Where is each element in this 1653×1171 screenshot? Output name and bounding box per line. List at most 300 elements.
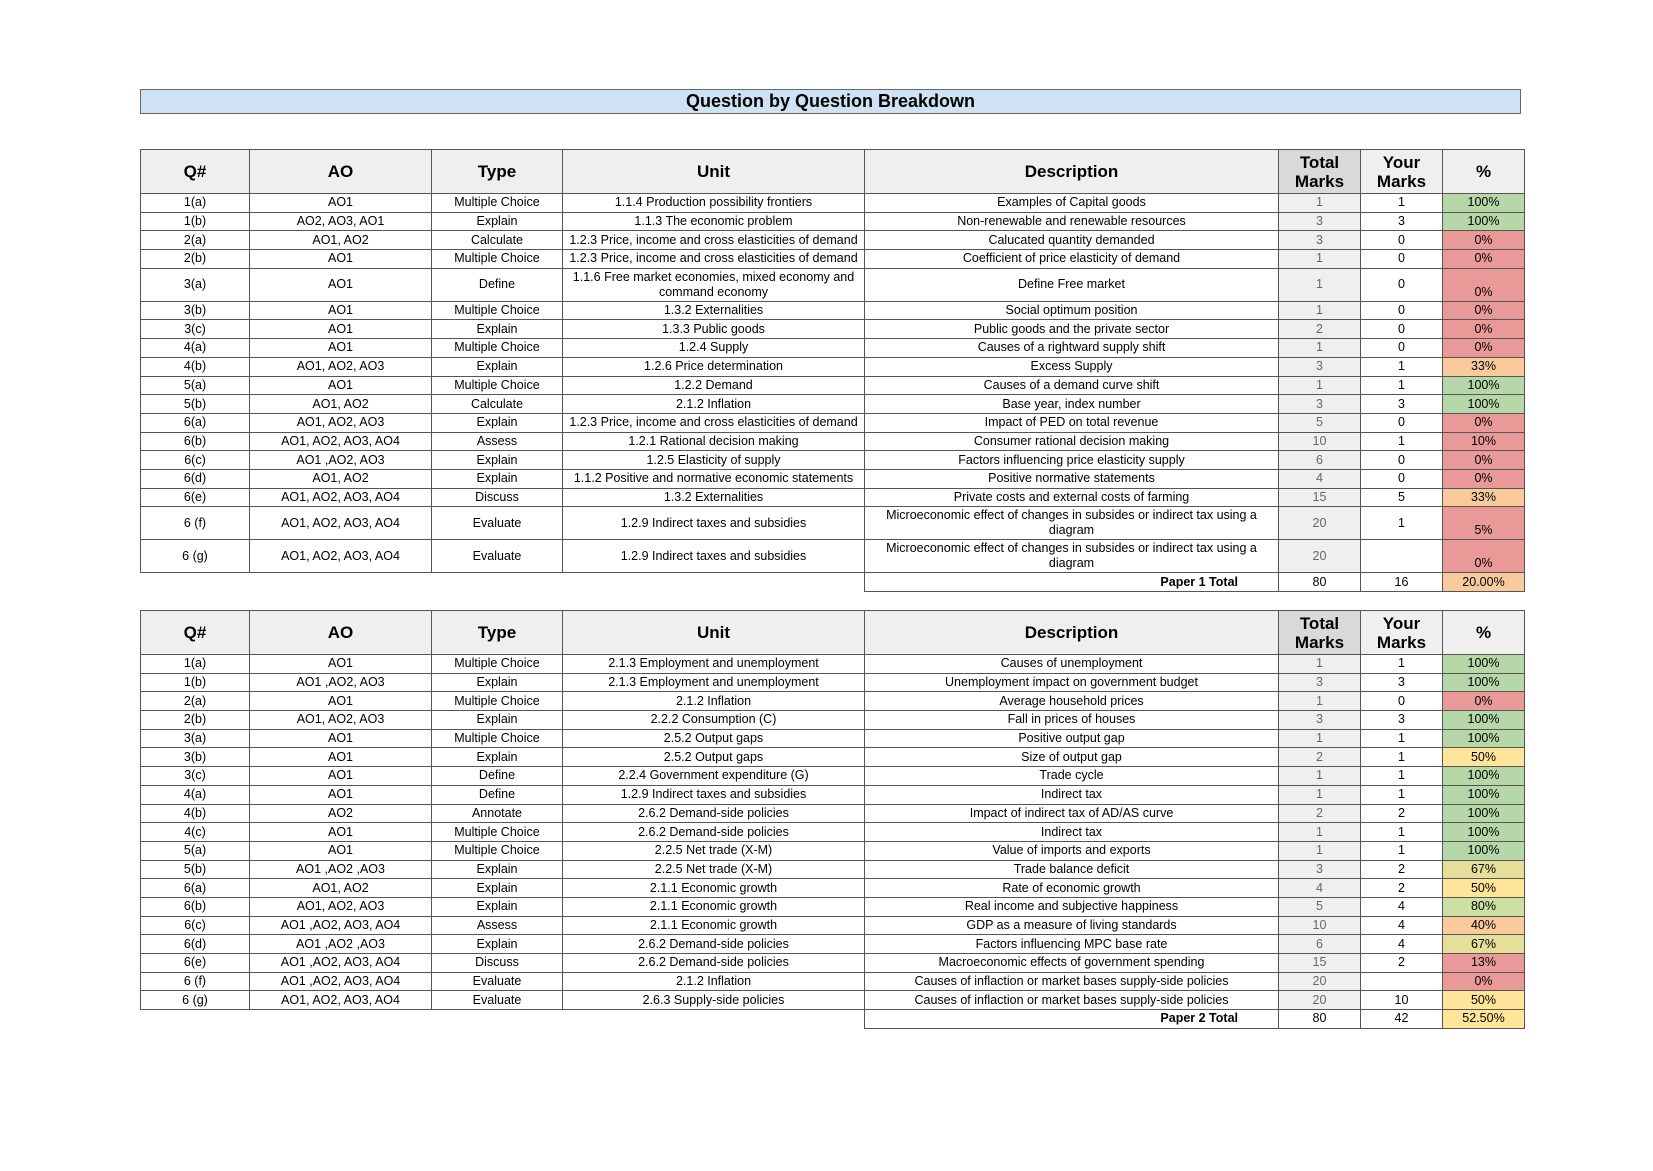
your-marks-cell: 0: [1361, 339, 1443, 358]
ao-cell: AO1, AO2: [250, 395, 432, 414]
unit-cell: 2.2.4 Government expenditure (G): [563, 767, 865, 786]
unit-cell: 1.2.9 Indirect taxes and subsidies: [563, 540, 865, 573]
type-cell: Define: [432, 767, 563, 786]
paper-total-marks: 80: [1279, 1010, 1361, 1029]
description-cell: Private costs and external costs of farming: [865, 488, 1279, 507]
description-cell: Trade balance deficit: [865, 860, 1279, 879]
ao-cell: AO1: [250, 823, 432, 842]
total-marks-cell: 4: [1279, 469, 1361, 488]
column-header: Q#: [141, 150, 250, 194]
total-marks-cell: 6: [1279, 935, 1361, 954]
percent-cell: 0%: [1443, 469, 1525, 488]
q-cell: 2(b): [141, 711, 250, 730]
total-marks-cell: 1: [1279, 339, 1361, 358]
q-cell: 5(a): [141, 376, 250, 395]
type-cell: Assess: [432, 432, 563, 451]
ao-cell: AO1: [250, 692, 432, 711]
unit-cell: 1.1.4 Production possibility frontiers: [563, 194, 865, 213]
type-cell: Multiple Choice: [432, 729, 563, 748]
q-cell: 2(a): [141, 692, 250, 711]
paper-percent: 52.50%: [1443, 1010, 1525, 1029]
table-row: [141, 451, 1525, 470]
ao-cell: AO1, AO2, AO3: [250, 897, 432, 916]
description-cell: Indirect tax: [865, 785, 1279, 804]
q-cell: 3(a): [141, 268, 250, 301]
table-row: [141, 879, 1525, 898]
table-row: [141, 692, 1525, 711]
q-cell: 6(a): [141, 413, 250, 432]
your-marks-cell: 10: [1361, 991, 1443, 1010]
type-cell: Evaluate: [432, 507, 563, 540]
q-cell: 6(e): [141, 954, 250, 973]
type-cell: Explain: [432, 879, 563, 898]
column-header: Q#: [141, 611, 250, 655]
footer-spacer: [141, 573, 865, 592]
description-cell: Rate of economic growth: [865, 879, 1279, 898]
q-cell: 4(a): [141, 785, 250, 804]
description-cell: Microeconomic effect of changes in subsides or indirect tax using a diagram: [865, 507, 1279, 540]
description-cell: Define Free market: [865, 268, 1279, 301]
total-marks-cell: 20: [1279, 991, 1361, 1010]
ao-cell: AO1, AO2: [250, 879, 432, 898]
total-marks-cell: 1: [1279, 729, 1361, 748]
paper-total-marks: 80: [1279, 573, 1361, 592]
unit-cell: 1.1.3 The economic problem: [563, 212, 865, 231]
unit-cell: 1.2.3 Price, income and cross elasticities of demand: [563, 231, 865, 250]
your-marks-cell: 3: [1361, 673, 1443, 692]
unit-cell: 2.1.1 Economic growth: [563, 897, 865, 916]
total-marks-cell: 5: [1279, 413, 1361, 432]
ao-cell: AO1: [250, 785, 432, 804]
your-marks-cell: 0: [1361, 413, 1443, 432]
your-marks-cell: 2: [1361, 860, 1443, 879]
description-cell: Causes of unemployment: [865, 655, 1279, 674]
description-cell: Microeconomic effect of changes in subsides or indirect tax using a diagram: [865, 540, 1279, 573]
type-cell: Explain: [432, 711, 563, 730]
your-marks-cell: 0: [1361, 469, 1443, 488]
ao-cell: AO1, AO2, AO3, AO4: [250, 991, 432, 1010]
percent-cell: 0%: [1443, 413, 1525, 432]
your-marks-cell: 4: [1361, 916, 1443, 935]
column-header: Unit: [563, 150, 865, 194]
ao-cell: AO1: [250, 250, 432, 269]
description-cell: Impact of indirect tax of AD/AS curve: [865, 804, 1279, 823]
table-row: [141, 376, 1525, 395]
ao-cell: AO1, AO2, AO3: [250, 711, 432, 730]
description-cell: Macroeconomic effects of government spending: [865, 954, 1279, 973]
header-row: [141, 611, 1525, 655]
unit-cell: 2.1.3 Employment and unemployment: [563, 655, 865, 674]
description-cell: Size of output gap: [865, 748, 1279, 767]
percent-cell: 0%: [1443, 231, 1525, 250]
description-cell: Coefficient of price elasticity of demand: [865, 250, 1279, 269]
your-marks-cell: 2: [1361, 804, 1443, 823]
q-cell: 6(b): [141, 432, 250, 451]
table-row: [141, 250, 1525, 269]
footer-row: [141, 573, 1525, 592]
your-marks-cell: 3: [1361, 711, 1443, 730]
q-cell: 5(a): [141, 841, 250, 860]
total-marks-cell: 2: [1279, 748, 1361, 767]
table-row: [141, 897, 1525, 916]
q-cell: 6 (g): [141, 991, 250, 1010]
q-cell: 1(a): [141, 655, 250, 674]
percent-cell: 100%: [1443, 655, 1525, 674]
description-cell: Trade cycle: [865, 767, 1279, 786]
description-cell: Factors influencing price elasticity supply: [865, 451, 1279, 470]
total-marks-cell: 20: [1279, 972, 1361, 991]
unit-cell: 1.1.2 Positive and normative economic statements: [563, 469, 865, 488]
table-row: [141, 507, 1525, 540]
table-row: [141, 488, 1525, 507]
table-row: [141, 357, 1525, 376]
type-cell: Evaluate: [432, 991, 563, 1010]
type-cell: Multiple Choice: [432, 301, 563, 320]
total-marks-cell: 10: [1279, 432, 1361, 451]
your-marks-cell: 0: [1361, 320, 1443, 339]
description-cell: Causes of a rightward supply shift: [865, 339, 1279, 358]
ao-cell: AO1, AO2, AO3, AO4: [250, 488, 432, 507]
type-cell: Calculate: [432, 395, 563, 414]
total-marks-cell: 1: [1279, 301, 1361, 320]
ao-cell: AO1: [250, 268, 432, 301]
q-cell: 6(d): [141, 469, 250, 488]
your-marks-cell: 1: [1361, 357, 1443, 376]
ao-cell: AO1: [250, 301, 432, 320]
total-marks-cell: 2: [1279, 804, 1361, 823]
description-cell: Impact of PED on total revenue: [865, 413, 1279, 432]
total-marks-cell: 2: [1279, 320, 1361, 339]
description-cell: Causes of a demand curve shift: [865, 376, 1279, 395]
description-cell: Unemployment impact on government budget: [865, 673, 1279, 692]
ao-cell: AO1, AO2, AO3, AO4: [250, 432, 432, 451]
unit-cell: 2.6.2 Demand-side policies: [563, 954, 865, 973]
your-marks-cell: 1: [1361, 194, 1443, 213]
q-cell: 5(b): [141, 860, 250, 879]
ao-cell: AO1: [250, 376, 432, 395]
q-cell: 6(e): [141, 488, 250, 507]
column-header: %: [1443, 611, 1525, 655]
table-row: [141, 767, 1525, 786]
q-cell: 3(c): [141, 320, 250, 339]
your-marks-cell: 0: [1361, 301, 1443, 320]
column-header: Total Marks: [1279, 611, 1361, 655]
percent-cell: 100%: [1443, 823, 1525, 842]
description-cell: Causes of inflaction or market bases supply-side policies: [865, 991, 1279, 1010]
type-cell: Multiple Choice: [432, 841, 563, 860]
description-cell: GDP as a measure of living standards: [865, 916, 1279, 935]
unit-cell: 2.2.5 Net trade (X-M): [563, 841, 865, 860]
description-cell: Consumer rational decision making: [865, 432, 1279, 451]
q-cell: 4(c): [141, 823, 250, 842]
q-cell: 6 (f): [141, 507, 250, 540]
type-cell: Explain: [432, 860, 563, 879]
percent-cell: 0%: [1443, 540, 1525, 573]
q-cell: 6(b): [141, 897, 250, 916]
q-cell: 6(c): [141, 451, 250, 470]
description-cell: Non-renewable and renewable resources: [865, 212, 1279, 231]
table-row: [141, 804, 1525, 823]
percent-cell: 13%: [1443, 954, 1525, 973]
ao-cell: AO2, AO3, AO1: [250, 212, 432, 231]
percent-cell: 100%: [1443, 673, 1525, 692]
table-row: [141, 301, 1525, 320]
description-cell: Social optimum position: [865, 301, 1279, 320]
unit-cell: 2.1.1 Economic growth: [563, 916, 865, 935]
ao-cell: AO1, AO2, AO3, AO4: [250, 507, 432, 540]
type-cell: Multiple Choice: [432, 194, 563, 213]
unit-cell: 1.3.2 Externalities: [563, 488, 865, 507]
paper-your-marks: 16: [1361, 573, 1443, 592]
total-marks-cell: 3: [1279, 231, 1361, 250]
your-marks-cell: 2: [1361, 954, 1443, 973]
percent-cell: 100%: [1443, 785, 1525, 804]
percent-cell: 10%: [1443, 432, 1525, 451]
q-cell: 1(b): [141, 212, 250, 231]
percent-cell: 33%: [1443, 488, 1525, 507]
ao-cell: AO1 ,AO2 ,AO3: [250, 935, 432, 954]
type-cell: Annotate: [432, 804, 563, 823]
percent-cell: 0%: [1443, 268, 1525, 301]
description-cell: Public goods and the private sector: [865, 320, 1279, 339]
table-row: [141, 268, 1525, 301]
unit-cell: 2.1.2 Inflation: [563, 395, 865, 414]
ao-cell: AO1 ,AO2, AO3, AO4: [250, 972, 432, 991]
q-cell: 1(a): [141, 194, 250, 213]
type-cell: Define: [432, 785, 563, 804]
total-marks-cell: 15: [1279, 954, 1361, 973]
paper-percent: 20.00%: [1443, 573, 1525, 592]
description-cell: Calucated quantity demanded: [865, 231, 1279, 250]
your-marks-cell: [1361, 972, 1443, 991]
type-cell: Multiple Choice: [432, 655, 563, 674]
your-marks-cell: [1361, 540, 1443, 573]
total-marks-cell: 3: [1279, 357, 1361, 376]
description-cell: Base year, index number: [865, 395, 1279, 414]
your-marks-cell: 1: [1361, 655, 1443, 674]
your-marks-cell: 5: [1361, 488, 1443, 507]
your-marks-cell: 4: [1361, 935, 1443, 954]
table-row: [141, 413, 1525, 432]
description-cell: Causes of inflaction or market bases supply-side policies: [865, 972, 1279, 991]
unit-cell: 1.2.6 Price determination: [563, 357, 865, 376]
table-row: [141, 231, 1525, 250]
percent-cell: 0%: [1443, 692, 1525, 711]
column-header: Description: [865, 611, 1279, 655]
table-row: [141, 212, 1525, 231]
unit-cell: 2.1.2 Inflation: [563, 692, 865, 711]
type-cell: Explain: [432, 673, 563, 692]
type-cell: Explain: [432, 357, 563, 376]
your-marks-cell: 0: [1361, 268, 1443, 301]
q-cell: 3(c): [141, 767, 250, 786]
unit-cell: 1.2.2 Demand: [563, 376, 865, 395]
ao-cell: AO1: [250, 339, 432, 358]
percent-cell: 50%: [1443, 991, 1525, 1010]
percent-cell: 100%: [1443, 395, 1525, 414]
your-marks-cell: 1: [1361, 767, 1443, 786]
ao-cell: AO1: [250, 841, 432, 860]
total-marks-cell: 1: [1279, 268, 1361, 301]
description-cell: Positive normative statements: [865, 469, 1279, 488]
unit-cell: 1.3.3 Public goods: [563, 320, 865, 339]
table-row: [141, 469, 1525, 488]
percent-cell: 80%: [1443, 897, 1525, 916]
ao-cell: AO1, AO2, AO3, AO4: [250, 540, 432, 573]
unit-cell: 2.1.2 Inflation: [563, 972, 865, 991]
type-cell: Evaluate: [432, 540, 563, 573]
your-marks-cell: 0: [1361, 231, 1443, 250]
ao-cell: AO1: [250, 748, 432, 767]
unit-cell: 2.2.2 Consumption (C): [563, 711, 865, 730]
unit-cell: 2.6.2 Demand-side policies: [563, 935, 865, 954]
paper-your-marks: 42: [1361, 1010, 1443, 1029]
paper-2-table: [140, 610, 1525, 1029]
page-title: Question by Question Breakdown: [140, 89, 1521, 114]
q-cell: 1(b): [141, 673, 250, 692]
type-cell: Explain: [432, 212, 563, 231]
percent-cell: 50%: [1443, 748, 1525, 767]
ao-cell: AO1: [250, 655, 432, 674]
your-marks-cell: 1: [1361, 841, 1443, 860]
ao-cell: AO1, AO2: [250, 469, 432, 488]
type-cell: Explain: [432, 451, 563, 470]
total-marks-cell: 10: [1279, 916, 1361, 935]
table-row: [141, 991, 1525, 1010]
total-marks-cell: 3: [1279, 673, 1361, 692]
description-cell: Indirect tax: [865, 823, 1279, 842]
type-cell: Discuss: [432, 954, 563, 973]
table-row: [141, 339, 1525, 358]
percent-cell: 100%: [1443, 841, 1525, 860]
description-cell: Real income and subjective happiness: [865, 897, 1279, 916]
your-marks-cell: 1: [1361, 507, 1443, 540]
ao-cell: AO1 ,AO2, AO3, AO4: [250, 916, 432, 935]
percent-cell: 0%: [1443, 451, 1525, 470]
your-marks-cell: 2: [1361, 879, 1443, 898]
percent-cell: 67%: [1443, 935, 1525, 954]
percent-cell: 100%: [1443, 804, 1525, 823]
percent-cell: 5%: [1443, 507, 1525, 540]
percent-cell: 0%: [1443, 301, 1525, 320]
percent-cell: 100%: [1443, 711, 1525, 730]
ao-cell: AO1, AO2, AO3: [250, 357, 432, 376]
table-row: [141, 935, 1525, 954]
percent-cell: 100%: [1443, 729, 1525, 748]
your-marks-cell: 4: [1361, 897, 1443, 916]
table-row: [141, 841, 1525, 860]
percent-cell: 40%: [1443, 916, 1525, 935]
type-cell: Explain: [432, 935, 563, 954]
description-cell: Value of imports and exports: [865, 841, 1279, 860]
your-marks-cell: 3: [1361, 212, 1443, 231]
percent-cell: 100%: [1443, 194, 1525, 213]
total-marks-cell: 3: [1279, 395, 1361, 414]
table-row: [141, 972, 1525, 991]
table-row: [141, 711, 1525, 730]
q-cell: 5(b): [141, 395, 250, 414]
footer-spacer: [141, 1010, 865, 1029]
q-cell: 6(d): [141, 935, 250, 954]
unit-cell: 1.2.1 Rational decision making: [563, 432, 865, 451]
column-header: Your Marks: [1361, 150, 1443, 194]
ao-cell: AO1 ,AO2 ,AO3: [250, 860, 432, 879]
your-marks-cell: 1: [1361, 432, 1443, 451]
total-marks-cell: 3: [1279, 860, 1361, 879]
table-row: [141, 194, 1525, 213]
type-cell: Multiple Choice: [432, 339, 563, 358]
unit-cell: 2.2.5 Net trade (X-M): [563, 860, 865, 879]
ao-cell: AO1: [250, 729, 432, 748]
total-marks-cell: 1: [1279, 194, 1361, 213]
footer-row: [141, 1010, 1525, 1029]
paper-total-label: Paper 2 Total: [865, 1010, 1279, 1029]
ao-cell: AO1: [250, 767, 432, 786]
unit-cell: 1.2.3 Price, income and cross elasticities of demand: [563, 413, 865, 432]
column-header: AO: [250, 611, 432, 655]
type-cell: Explain: [432, 897, 563, 916]
q-cell: 6 (f): [141, 972, 250, 991]
q-cell: 4(b): [141, 357, 250, 376]
q-cell: 3(b): [141, 748, 250, 767]
ao-cell: AO1: [250, 320, 432, 339]
type-cell: Multiple Choice: [432, 376, 563, 395]
table-row: [141, 320, 1525, 339]
unit-cell: 2.5.2 Output gaps: [563, 729, 865, 748]
table-row: [141, 748, 1525, 767]
q-cell: 6 (g): [141, 540, 250, 573]
table-row: [141, 673, 1525, 692]
percent-cell: 50%: [1443, 879, 1525, 898]
total-marks-cell: 1: [1279, 785, 1361, 804]
q-cell: 4(a): [141, 339, 250, 358]
unit-cell: 1.2.9 Indirect taxes and subsidies: [563, 507, 865, 540]
description-cell: Excess Supply: [865, 357, 1279, 376]
column-header: Total Marks: [1279, 150, 1361, 194]
total-marks-cell: 20: [1279, 540, 1361, 573]
unit-cell: 2.1.3 Employment and unemployment: [563, 673, 865, 692]
your-marks-cell: 0: [1361, 451, 1443, 470]
percent-cell: 67%: [1443, 860, 1525, 879]
percent-cell: 0%: [1443, 320, 1525, 339]
type-cell: Explain: [432, 748, 563, 767]
unit-cell: 1.1.6 Free market economies, mixed economy and command economy: [563, 268, 865, 301]
type-cell: Explain: [432, 469, 563, 488]
description-cell: Average household prices: [865, 692, 1279, 711]
type-cell: Discuss: [432, 488, 563, 507]
column-header: Unit: [563, 611, 865, 655]
percent-cell: 100%: [1443, 376, 1525, 395]
description-cell: Fall in prices of houses: [865, 711, 1279, 730]
ao-cell: AO1: [250, 194, 432, 213]
unit-cell: 1.2.3 Price, income and cross elasticities of demand: [563, 250, 865, 269]
type-cell: Define: [432, 268, 563, 301]
table-row: [141, 729, 1525, 748]
your-marks-cell: 1: [1361, 823, 1443, 842]
q-cell: 3(b): [141, 301, 250, 320]
description-cell: Factors influencing MPC base rate: [865, 935, 1279, 954]
total-marks-cell: 3: [1279, 711, 1361, 730]
table-row: [141, 785, 1525, 804]
q-cell: 3(a): [141, 729, 250, 748]
column-header: Your Marks: [1361, 611, 1443, 655]
unit-cell: 1.2.5 Elasticity of supply: [563, 451, 865, 470]
total-marks-cell: 15: [1279, 488, 1361, 507]
description-cell: Positive output gap: [865, 729, 1279, 748]
column-header: Type: [432, 611, 563, 655]
table-row: [141, 860, 1525, 879]
total-marks-cell: 1: [1279, 767, 1361, 786]
